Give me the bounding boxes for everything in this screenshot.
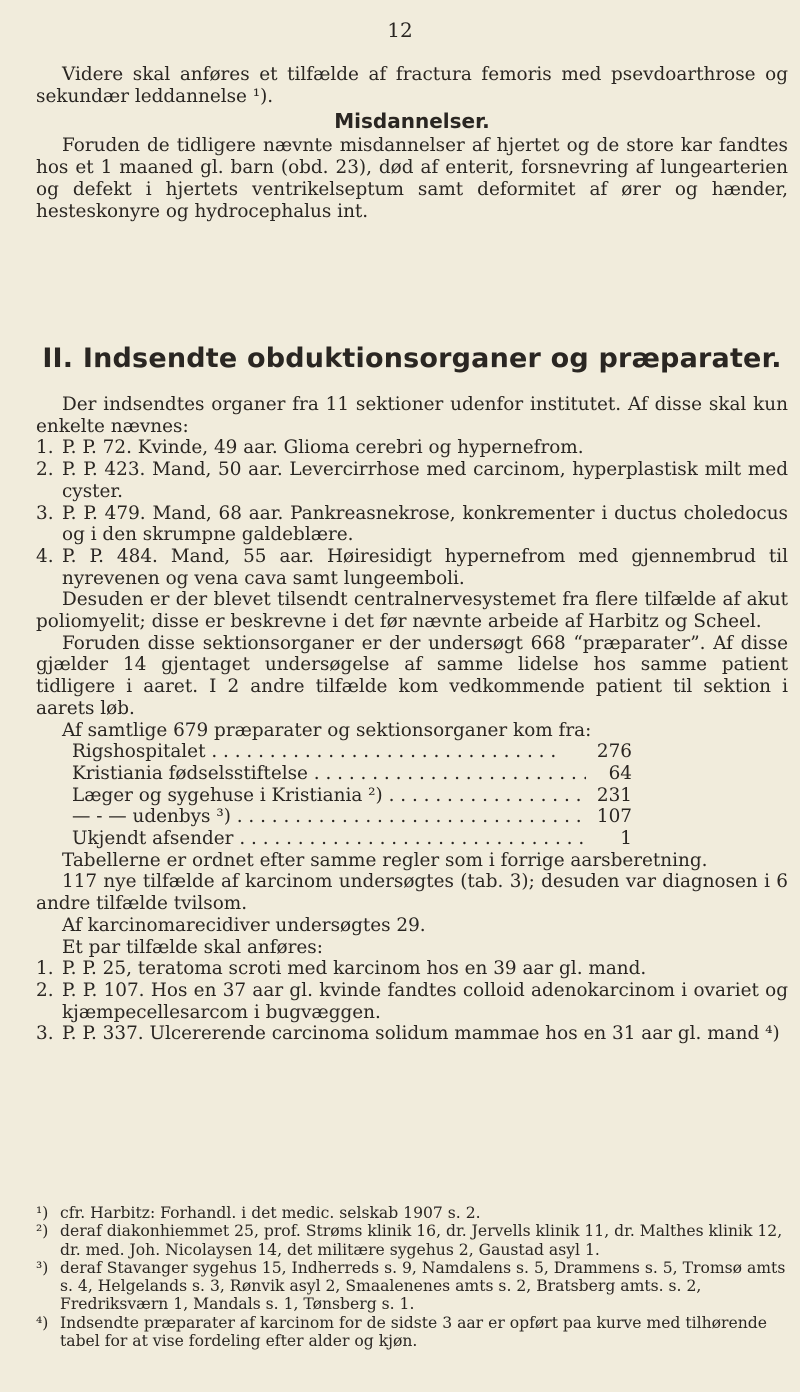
- list-item: [36, 546, 788, 589]
- page-number: 12: [387, 18, 413, 42]
- list-item: [36, 459, 788, 502]
- source-count: 231: [596, 784, 632, 806]
- case-number: 2.: [36, 979, 54, 1001]
- case-item: [36, 958, 788, 980]
- desuden-paragraph: Desuden er der blevet tilsendt centralnervesystemet fra flere tilfælde af akut poliomyelit; disse er beskrevne i det før nævnte arbeide af Harbitz og Scheel.: [36, 589, 788, 633]
- case-item: [36, 980, 788, 1023]
- footnote-mark: ⁴): [36, 1313, 49, 1332]
- footnote-mark: ²): [36, 1222, 49, 1241]
- samtlige-paragraph: Af samtlige 679 præparater og sektionsorganer kom fra:: [62, 719, 592, 741]
- case-number: 3.: [36, 1023, 54, 1045]
- tabellerne-paragraph: Tabellerne er ordnet efter samme regler som i forrige aarsberetning.: [62, 849, 708, 871]
- list-item-number: 2.: [36, 459, 54, 481]
- source-name: Rigshospitalet . . .: [72, 741, 586, 763]
- list-item-text: P. P. 72. Kvinde, 49 aar. Glioma cerebri og hypernefrom.: [62, 437, 584, 459]
- list-item-number: 1.: [36, 437, 54, 459]
- intro-paragraph-fractura: Videre skal anføres et tilfælde af fractura femoris med psevdoarthrose og sekundær leddannelse ¹).: [36, 64, 788, 107]
- footnote: [36, 1314, 788, 1351]
- footnote-text: deraf Stavanger sygehus 15, Indherreds s. 9, Namdalens s. 5, Drammens s. 5, Tromsø amts s. 4, Helgelands s. 3, Rønvik asyl 2, Smaalenenes amts s. 2, Bratsberg amts. s. 2, Fredriksværn 1, Mandals s. 1, Tønsberg s. 1.: [60, 1258, 786, 1314]
- case-text: P. P. 337. Ulcererende carcinoma solidum mammae hos en 31 aar gl. mand ⁴): [62, 1023, 780, 1045]
- source-row: [72, 763, 632, 785]
- footnote-text: cfr. Harbitz: Forhandl. i det medic. selskab 1907 s. 2.: [60, 1204, 481, 1222]
- footnote-text: deraf diakonhiemmet 25, prof. Strøms klinik 16, dr. Jervells klinik 11, dr. Malthes klinik 12, dr. med. Joh. Nicolaysen 14, det militære sygehus 2, Gaustad asyl 1.: [60, 1222, 783, 1259]
- case-item: [36, 1023, 788, 1045]
- recidiver-paragraph: Af karcinomarecidiver undersøgtes 29.: [62, 914, 426, 936]
- section-heading: II. Indsendte obduktionsorganer og præparater.: [42, 343, 782, 374]
- list-item-text: P. P. 423. Mand, 50 aar. Levercirrhose med carcinom, hyperplastisk milt med cyster.: [62, 459, 788, 502]
- list-item-text: P. P. 479. Mand, 68 aar. Pankreasnekrose, konkrementer i ductus choledocus og i den skrumpne galdeblære.: [62, 502, 788, 546]
- karcinom-paragraph: 117 nye tilfælde af karcinom undersøgtes (tab. 3); desuden var diagnosen i 6 andre tilfælde tvilsom.: [36, 871, 788, 915]
- footnote-mark: ¹): [36, 1204, 49, 1222]
- source-count: 1: [620, 828, 632, 850]
- source-row: [72, 785, 632, 807]
- list-item-text: P. P. 484. Mand, 55 aar. Høiresidigt hypernefrom med gjennembrud til nyrevenen og vena cava samt lungeemboli.: [62, 545, 788, 589]
- source-count: 64: [608, 762, 632, 784]
- intro-block: [36, 64, 788, 222]
- foruden-paragraph: Foruden disse sektionsorganer er der undersøgt 668 “præparater”. Af disse gjælder 14 gjentaget undersøgelse af samme lidelse hos samme patient tidligere i aaret. I 2 andre tilfælde kom vedkommende patient til sektion i aarets løb.: [36, 632, 788, 719]
- source-name: Ukjendt afsender . . .: [72, 828, 586, 850]
- footnotes: [36, 1204, 788, 1350]
- source-name: — - — udenbys ³) . . .: [72, 806, 586, 828]
- source-name: Læger og sygehuse i Kristiania ²) . . .: [72, 785, 586, 807]
- par-tilfaelde-paragraph: Et par tilfælde skal anføres:: [62, 936, 323, 958]
- case-text: P. P. 107. Hos en 37 aar gl. kvinde fandtes colloid adenokarcinom i ovariet og kjæmpecellesarcom i bugvæggen.: [62, 979, 788, 1023]
- source-row: [72, 806, 632, 828]
- footnote-text: Indsendte præparater af karcinom for de sidste 3 aar er opført paa kurve med tilhørende tabel for at vise fordeling efter alder og kjøn.: [60, 1313, 767, 1351]
- section-heading-block: [36, 343, 788, 374]
- section-body: [36, 394, 788, 1045]
- misdannelser-heading: Misdannelser.: [334, 109, 490, 134]
- intro-paragraph-misdannelser: Foruden de tidligere nævnte misdannelser af hjertet og de store kar fandtes hos et 1 maaned gl. barn (obd. 23), død af enterit, forsnevring af lungearterien og defekt i hjertets ventrikelseptum samt deformitet af ører og hænder, hesteskonyre og hydrocephalus int.: [36, 135, 788, 222]
- footnote: [36, 1204, 788, 1222]
- footnote: [36, 1259, 788, 1314]
- source-count: 107: [596, 806, 632, 828]
- list-item: [36, 437, 788, 459]
- case-text: P. P. 25, teratoma scroti med karcinom hos en 39 aar gl. mand.: [62, 958, 647, 980]
- source-row: [72, 828, 632, 850]
- list-item-number: 3.: [36, 502, 54, 524]
- list-item: [36, 503, 788, 546]
- footnote: [36, 1222, 788, 1259]
- list-item-number: 4.: [36, 545, 54, 567]
- source-row: [72, 741, 632, 763]
- case-number: 1.: [36, 958, 54, 980]
- source-count: 276: [596, 741, 632, 763]
- footnote-mark: ³): [36, 1258, 49, 1277]
- section-intro-paragraph: Der indsendtes organer fra 11 sektioner udenfor institutet. Af disse skal kun enkelte nævnes:: [36, 394, 788, 437]
- source-name: Kristiania fødselsstiftelse . . .: [72, 763, 586, 785]
